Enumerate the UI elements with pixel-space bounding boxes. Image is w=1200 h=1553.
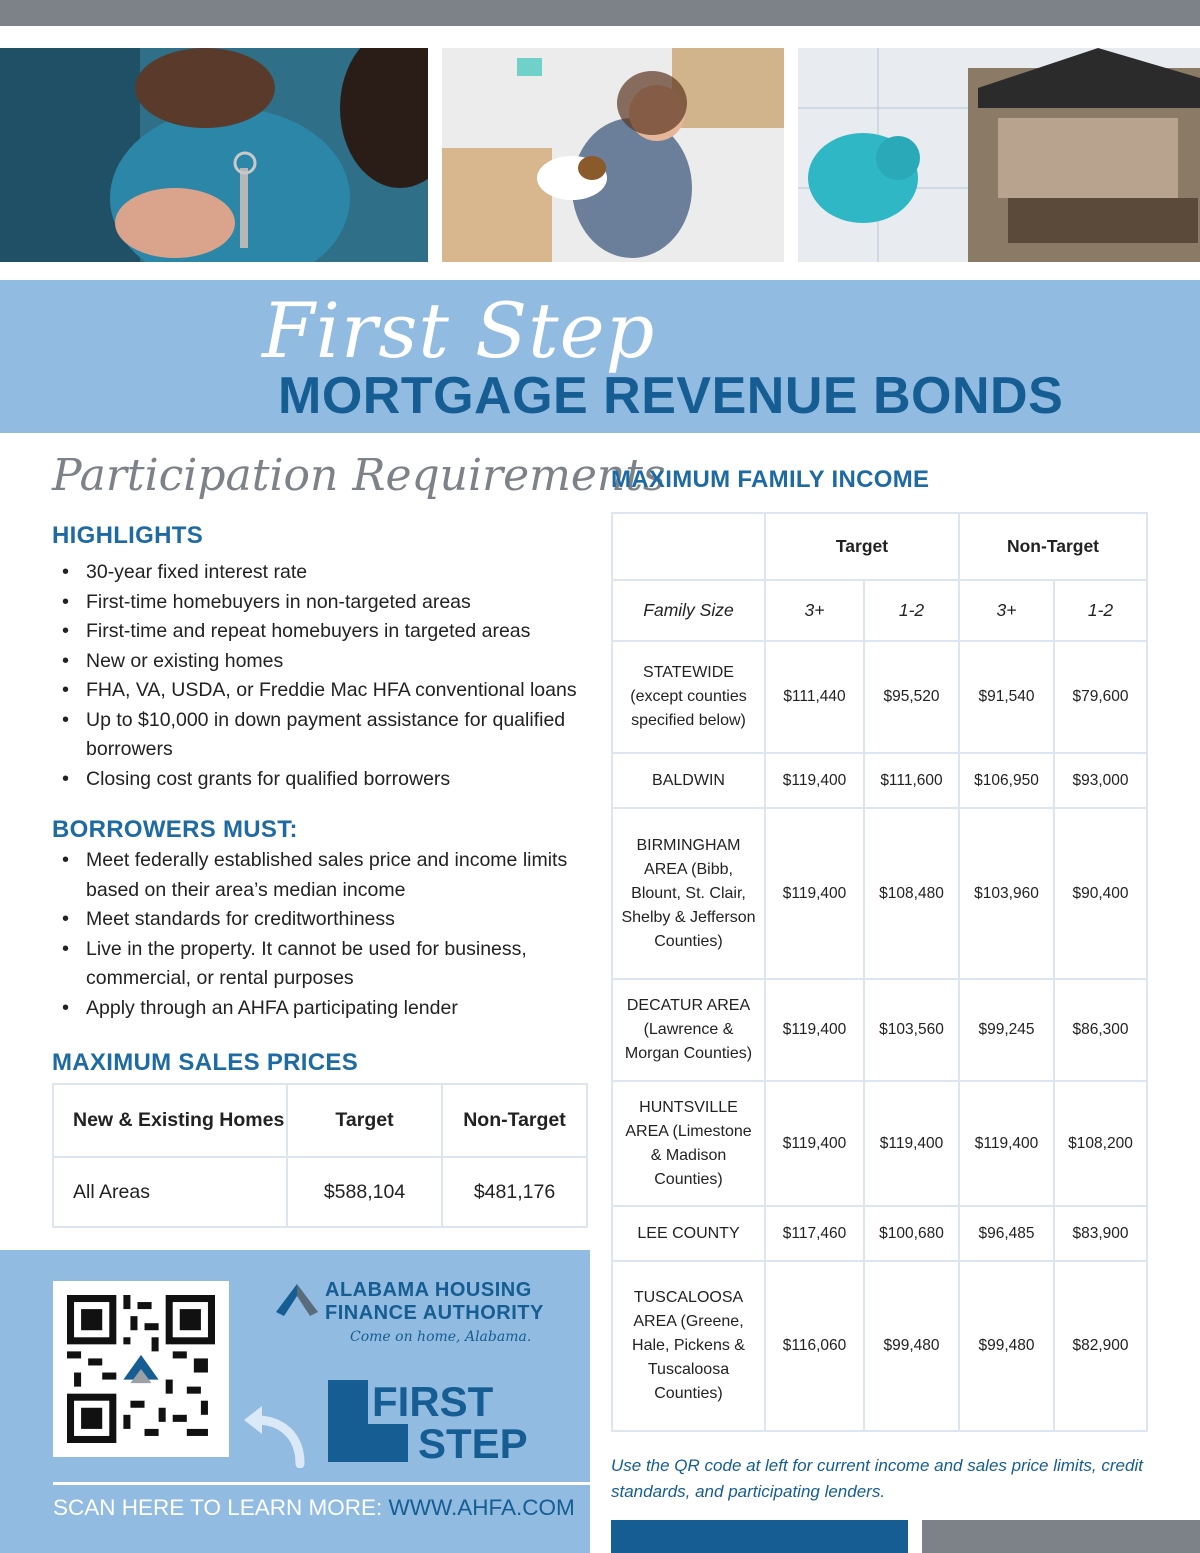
list-item: • Live in the property. It cannot be used for business, commercial, or rental purposes (60, 935, 580, 994)
table-cell: $111,600 (864, 753, 959, 808)
table-row (612, 808, 1147, 979)
highlights-heading: HIGHLIGHTS (52, 522, 203, 549)
area-cell: BIRMINGHAM AREA (Bibb, Blount, St. Clair, Shelby & Jefferson Counties) (612, 808, 765, 979)
table-cell: $99,480 (864, 1261, 959, 1431)
list-item: • First-time homebuyers in non-targeted areas (60, 588, 580, 618)
sales-price-table (52, 1083, 588, 1228)
table-header-row (612, 513, 1147, 580)
list-item: • FHA, VA, USDA, or Freddie Mac HFA conventional loans (60, 676, 580, 706)
table-cell: $83,900 (1054, 1206, 1147, 1261)
table-cell: $119,400 (765, 979, 864, 1081)
column-header: Non-Target (442, 1084, 587, 1157)
website-link[interactable]: WWW.AHFA.COM (388, 1495, 575, 1520)
list-item: • Apply through an AHFA participating lender (60, 994, 580, 1024)
table-header-row (53, 1084, 587, 1157)
table-cell: $588,104 (287, 1157, 442, 1227)
income-table (611, 512, 1148, 1432)
table-row (612, 1081, 1147, 1206)
bottom-blue-bar (611, 1520, 908, 1553)
list-item: • New or existing homes (60, 647, 580, 677)
highlights-list (60, 558, 580, 794)
column-header: Target (765, 513, 959, 580)
area-cell: BALDWIN (612, 753, 765, 808)
fs-logo-line2: STEP (418, 1420, 528, 1462)
area-cell: DECATUR AREA (Lawrence & Morgan Counties) (612, 979, 765, 1081)
table-cell: $119,400 (959, 1081, 1054, 1206)
column-header: Family Size (612, 580, 765, 641)
table-subheader-row (612, 580, 1147, 641)
column-header: Target (287, 1084, 442, 1157)
table-cell: $481,176 (442, 1157, 587, 1227)
ahfa-logo-icon (276, 1282, 318, 1320)
scan-label: SCAN HERE TO LEARN MORE: (53, 1495, 389, 1520)
table-row (612, 1261, 1147, 1431)
empty-header-cell (612, 513, 765, 580)
table-cell: $95,520 (864, 641, 959, 753)
banner-subtitle: MORTGAGE REVENUE BONDS (278, 367, 1064, 425)
participation-heading: Participation Requirements (52, 450, 666, 501)
column-header: New & Existing Homes (53, 1084, 287, 1157)
area-cell: HUNTSVILLE AREA (Limestone & Madison Counties) (612, 1081, 765, 1206)
sales-heading: MAXIMUM SALES PRICES (52, 1049, 359, 1076)
photo-woman-with-dog (442, 48, 784, 262)
income-heading: MAXIMUM FAMILY INCOME (611, 466, 930, 493)
table-cell: $111,440 (765, 641, 864, 753)
ahfa-logo-text (325, 1279, 544, 1325)
table-cell: $103,560 (864, 979, 959, 1081)
table-cell: $116,060 (765, 1261, 864, 1431)
borrowers-list (60, 846, 580, 1023)
table-cell: $106,950 (959, 753, 1054, 808)
list-item: • Meet federally established sales price and income limits based on their area’s median income (60, 846, 580, 905)
list-item: • Meet standards for creditworthiness (60, 905, 580, 935)
table-row (612, 641, 1147, 753)
table-row (612, 979, 1147, 1081)
list-item: • First-time and repeat homebuyers in targeted areas (60, 617, 580, 647)
qr-code[interactable] (53, 1281, 229, 1457)
table-cell: $82,900 (1054, 1261, 1147, 1431)
fs-logo-line1: FIRST (372, 1380, 494, 1425)
curved-arrow-icon (240, 1398, 310, 1468)
table-cell: $100,680 (864, 1206, 959, 1261)
table-cell: $103,960 (959, 808, 1054, 979)
list-item: • Closing cost grants for qualified borrowers (60, 765, 580, 795)
table-cell: $119,400 (765, 1081, 864, 1206)
table-row (53, 1157, 587, 1227)
table-row (612, 1206, 1147, 1261)
bottom-gray-bar (922, 1520, 1200, 1553)
table-cell: $119,400 (765, 808, 864, 979)
table-cell: $117,460 (765, 1206, 864, 1261)
area-cell: TUSCALOOSA AREA (Greene, Hale, Pickens & Tuscaloosa Counties) (612, 1261, 765, 1431)
list-item: • Up to $10,000 in down payment assistance for qualified borrowers (60, 706, 580, 765)
top-gray-bar (0, 0, 1200, 26)
table-cell: $96,485 (959, 1206, 1054, 1261)
table-cell: All Areas (53, 1157, 287, 1227)
qr-note: Use the QR code at left for current income and sales price limits, credit standards, and participating lenders. (611, 1456, 1143, 1501)
area-cell: STATEWIDE (except counties specified below) (612, 641, 765, 753)
table-cell: $93,000 (1054, 753, 1147, 808)
table-cell: $108,480 (864, 808, 959, 979)
column-header: 3+ (765, 580, 864, 641)
ahfa-tagline: Come on home, Alabama. (350, 1329, 532, 1345)
photo-piggy-bank-house (798, 48, 1200, 262)
org-name-line1: ALABAMA HOUSING (325, 1279, 532, 1301)
table-cell: $99,245 (959, 979, 1054, 1081)
qr-code-icon (67, 1295, 215, 1443)
table-cell: $99,480 (959, 1261, 1054, 1431)
list-item: • 30-year fixed interest rate (60, 558, 580, 588)
scan-text (53, 1495, 575, 1521)
table-cell: $119,400 (864, 1081, 959, 1206)
column-header: 3+ (959, 580, 1054, 641)
first-step-logo (328, 1380, 540, 1462)
column-header: Non-Target (959, 513, 1147, 580)
table-cell: $119,400 (765, 753, 864, 808)
table-cell: $90,400 (1054, 808, 1147, 979)
column-header: 1-2 (1054, 580, 1147, 641)
borrowers-heading: BORROWERS MUST: (52, 816, 298, 843)
column-header: 1-2 (864, 580, 959, 641)
table-cell: $79,600 (1054, 641, 1147, 753)
photo-keys-handover (0, 48, 428, 262)
table-cell: $108,200 (1054, 1081, 1147, 1206)
table-row (612, 753, 1147, 808)
script-title: First Step (262, 286, 656, 375)
org-name-line2: FINANCE AUTHORITY (325, 1302, 544, 1324)
table-cell: $86,300 (1054, 979, 1147, 1081)
divider (53, 1482, 590, 1485)
table-cell: $91,540 (959, 641, 1054, 753)
area-cell: LEE COUNTY (612, 1206, 765, 1261)
